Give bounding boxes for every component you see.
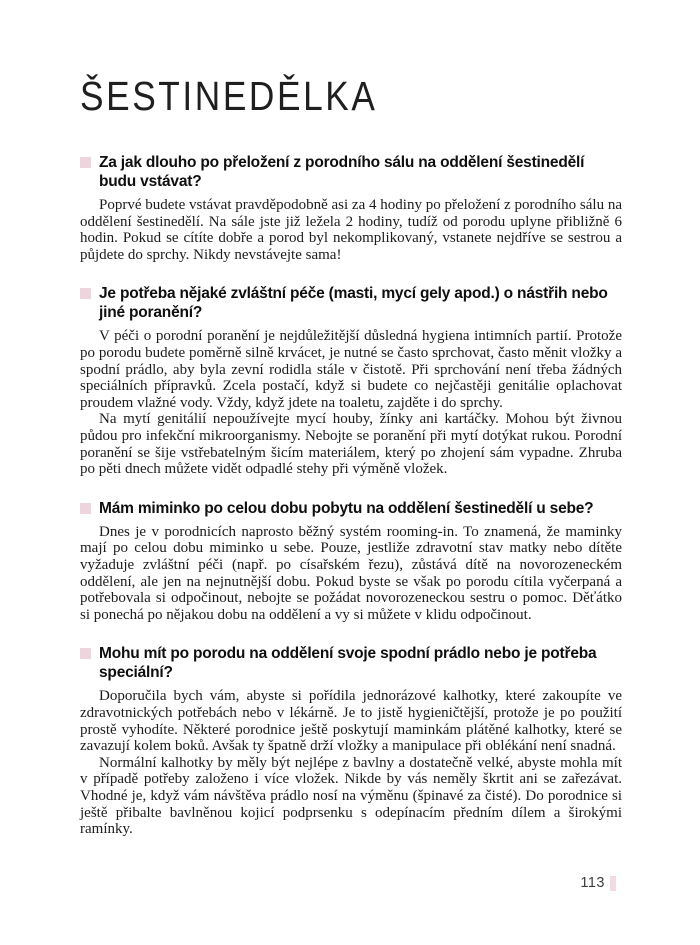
qa-section-2: [80, 284, 622, 477]
qa-section-4: [80, 644, 622, 837]
answer-paragraph: Poprvé budete vstávat pravděpodobně asi za 4 hodiny po přeložení z porodního sálu na oddělení šestinedělí. Na sále jste již ležela 2 hodiny, tudíž od porodu uplyne přibližně 6 hodin. Pokud se cítíte dobře a porod byl nekomplikovaný, vstanete nejdříve se sestrou a půjdete do sprchy. Nikdy nevstávejte sama!: [80, 197, 622, 263]
question-text: Mám miminko po celou dobu pobytu na oddělení šestinedělí u sebe?: [99, 499, 594, 517]
qa-section-1: [80, 153, 622, 263]
pink-square-bullet-icon: [80, 503, 91, 514]
page-footer: [580, 875, 616, 891]
page-number-accent-bar-icon: [610, 876, 616, 891]
answer-paragraph: Doporučila bych vám, abyste si pořídila jednorázové kalhotky, které zakoupíte ve zdravotnických potřebách nebo v lékárně. Je to jistě hygieničtější, protože je po použití prostě vyhodíte. Některé porodnice ještě poskytují maminkám plátěné kalhotky, které se zavazují kolem boků. Avšak ty špatně drží vložky a manipulace při oblékání není snadná.: [80, 688, 622, 755]
question-row: [80, 644, 622, 682]
page-title: ŠESTINEDĚLKA: [80, 73, 378, 119]
pink-square-bullet-icon: [80, 288, 91, 299]
question-text: Mohu mít po porodu na oddělení svoje spodní prádlo nebo je potřeba speciální?: [99, 645, 597, 682]
question-row: [80, 153, 622, 191]
pink-square-bullet-icon: [80, 157, 91, 168]
answer-paragraph: V péči o porodní poranění je nejdůležitější důsledná hygiena intimních partií. Protože po porodu budete poměrně silně krvácet, je nutné se často sprchovat, často měnit vložky a spodní prádlo, aby byla zevní rodidla stále v čistotě. Při sprchování není třeba žádných speciálních přípravků. Zcela postačí, když si budete co nejčastěji genitálie oplachovat proudem vlažné vody. Vždy, když jdete na toaletu, zajděte i do sprchy.: [80, 328, 622, 411]
answer-paragraph: Na mytí genitálií nepoužívejte mycí houby, žínky ani kartáčky. Mohou být živnou půdou pro infekční mikroorganismy. Nebojte se poranění při mytí dotýkat rukou. Porodní poranění se šije vstřebatelným šicím materiálem, který po zhojení sám vypadne. Zhruba po pěti dnech můžete vidět odpadlé stehy při výměně vložek.: [80, 411, 622, 478]
question-text: Je potřeba nějaké zvláštní péče (masti, mycí gely apod.) o nástřih nebo jiné poranění?: [99, 285, 608, 322]
page-content: [0, 74, 700, 838]
answer-paragraph: Normální kalhotky by měly být nejlépe z bavlny a dostatečně velké, abyste mohla mít v případě potřeby založeno i více vložek. Nikde by vás neměly škrtit ani se zařezávat. Vhodné je, když vám návštěva prádlo nosí na výměnu (špinavé za čisté). Do porodnice si ještě přibalte bavlněnou kojicí podprsenku s odepínacím předním dílem a širokými ramínky.: [80, 754, 622, 838]
page-number: 113: [580, 875, 605, 891]
pink-square-bullet-icon: [80, 648, 91, 659]
question-row: [80, 284, 622, 322]
question-row: [80, 499, 622, 518]
question-text: Za jak dlouho po přeložení z porodního sálu na oddělení šestinedělí budu vstávat?: [99, 154, 585, 191]
qa-section-3: [80, 499, 622, 624]
answer-paragraph: Dnes je v porodnicích naprosto běžný systém rooming-in. To znamená, že maminky mají po celou dobu miminko u sebe. Pouze, jestliže zdravotní stav matky nebo dítěte vyžaduje zvláštní péči (např. po císařském řezu), zůstává dítě na novorozeneckém oddělení, ale jen na nejnutnější dobu. Pokud byste se však po porodu cítila vyčerpaná a potřebovala si odpočinout, nebojte se požádat novorozeneckou sestru o pomoc. Děťátko si ponechá po nějakou dobu na oddělení a vy si můžete v klidu odpočinout.: [80, 523, 622, 623]
